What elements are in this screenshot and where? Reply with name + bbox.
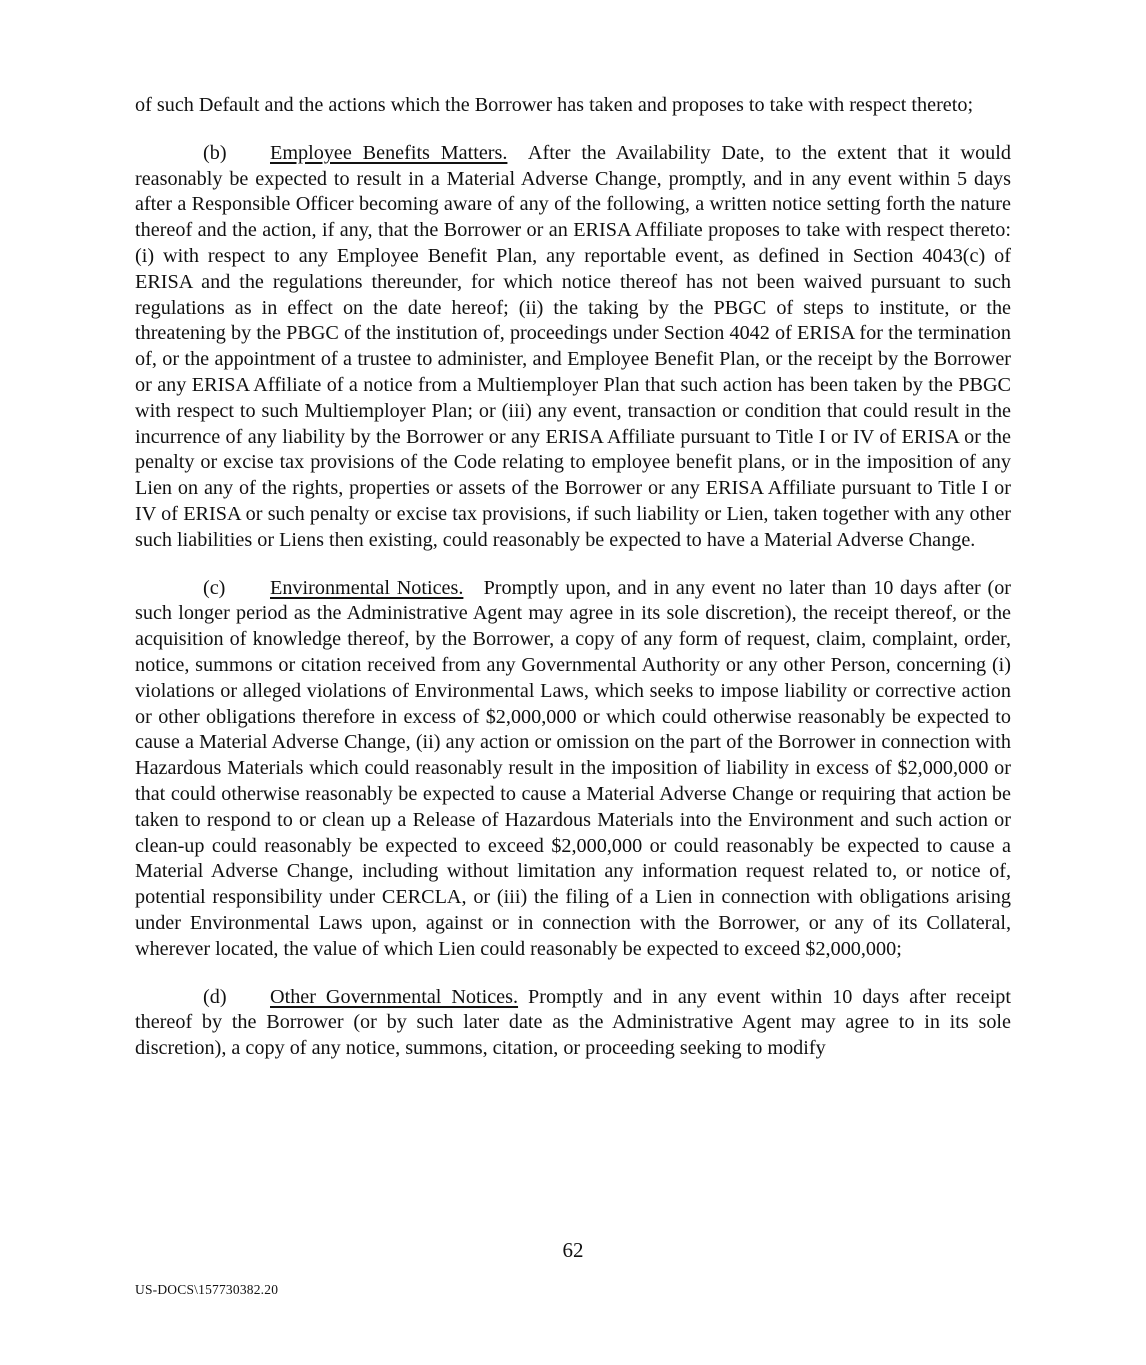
section-c-paragraph (135, 576, 1011, 963)
page-number: 62 (562, 1238, 584, 1262)
section-c-label: (c) (203, 576, 226, 599)
section-d-heading: Other Governmental Notices. (270, 985, 519, 1008)
continuation-text: of such Default and the actions which the Borrower has taken and proposes to take with respect thereto; (135, 94, 974, 116)
section-d-text: Promptly and in any event within 10 days after receipt thereof by the Borrower (or by such later date as the Administrative Agent may agree to in its sole discretion), a copy of any notice, summons, citation, or proceeding seeking to modify (135, 985, 1012, 1060)
section-b-text: After the Availability Date, to the extent that it would reasonably be expected to result in a Material Adverse Change, promptly, and in any event within 5 days after a Responsible Officer becoming aware of any of the following, a written notice setting forth the nature thereof and the action, if any, that the Borrower or an ERISA Affiliate proposes to take with respect thereto: (i) with respect to any Employee Benefit Plan, any reportable event, as defined in Section 4043(c) of ERISA and the regulations thereunder, for which notice thereof has not been waived pursuant to such regulations as in effect on the date hereof; (ii) the taking by the PBGC of steps to institute, or the threatening by the PBGC of the institution of, proceedings under Section 4042 of ERISA for the termination of, or the appointment of a trustee to administer, and Employee Benefit Plan, or the receipt by the Borrower or any ERISA Affiliate of a notice from a Multiemployer Plan that such action has been taken by the PBGC with respect to such Multiemployer Plan; or (iii) any event, transaction or condition that could result in the incurrence of any liability by the Borrower or any ERISA Affiliate pursuant to Title I or IV of ERISA or the penalty or excise tax provisions of the Code relating to employee benefit plans, or in the imposition of any Lien on any of the rights, properties or assets of the Borrower or any ERISA Affiliate pursuant to Title I or IV of ERISA or such penalty or excise tax provisions, if such liability or Lien, taken together with any other such liabilities or Liens then existing, could reasonably be expected to have a Material Adverse Change. (135, 141, 1011, 551)
section-b-label: (b) (203, 141, 227, 164)
section-d-label: (d) (203, 985, 227, 1008)
section-b-heading: Employee Benefits Matters. (270, 141, 508, 164)
section-c-text: Promptly upon, and in any event no later than 10 days after (or such longer period as the Administrative Agent may agree in its sole discretion), the receipt thereof, or the acquisition of knowledge thereof, by the Borrower, a copy of any form of request, claim, complaint, order, notice, summons or citation received from any Governmental Authority or any other Person, concerning (i) violations or alleged violations of Environmental Laws, which seeks to impose liability or corrective action or other obligations therefore in excess of $2,000,000 or which could otherwise reasonably be expected to cause a Material Adverse Change, (ii) any action or omission on the part of the Borrower in connection with Hazardous Materials which could reasonably result in the imposition of liability in excess of $2,000,000 or that could otherwise reasonably be expected to cause a Material Adverse Change or requiring that action be taken to respond to or clean up a Release of Hazardous Materials into the Environment and such action or clean-up could reasonably be expected to exceed $2,000,000 or could reasonably be expected to cause a Material Adverse Change, including without limitation any information request related to, or notice of, potential responsibility under CERCLA, or (iii) the filing of a Lien in connection with obligations arising under Environmental Laws upon, against or in connection with the Borrower, or any of its Collateral, wherever located, the value of which Lien could reasonably be expected to exceed $2,000,000; (135, 576, 1012, 960)
document-body (135, 93, 1011, 1062)
section-c-heading: Environmental Notices. (270, 576, 464, 599)
section-b-paragraph (135, 141, 1011, 554)
document-id: US-DOCS\157730382.20 (135, 1282, 279, 1297)
section-d-paragraph (135, 985, 1011, 1062)
continuation-paragraph (135, 93, 1011, 119)
